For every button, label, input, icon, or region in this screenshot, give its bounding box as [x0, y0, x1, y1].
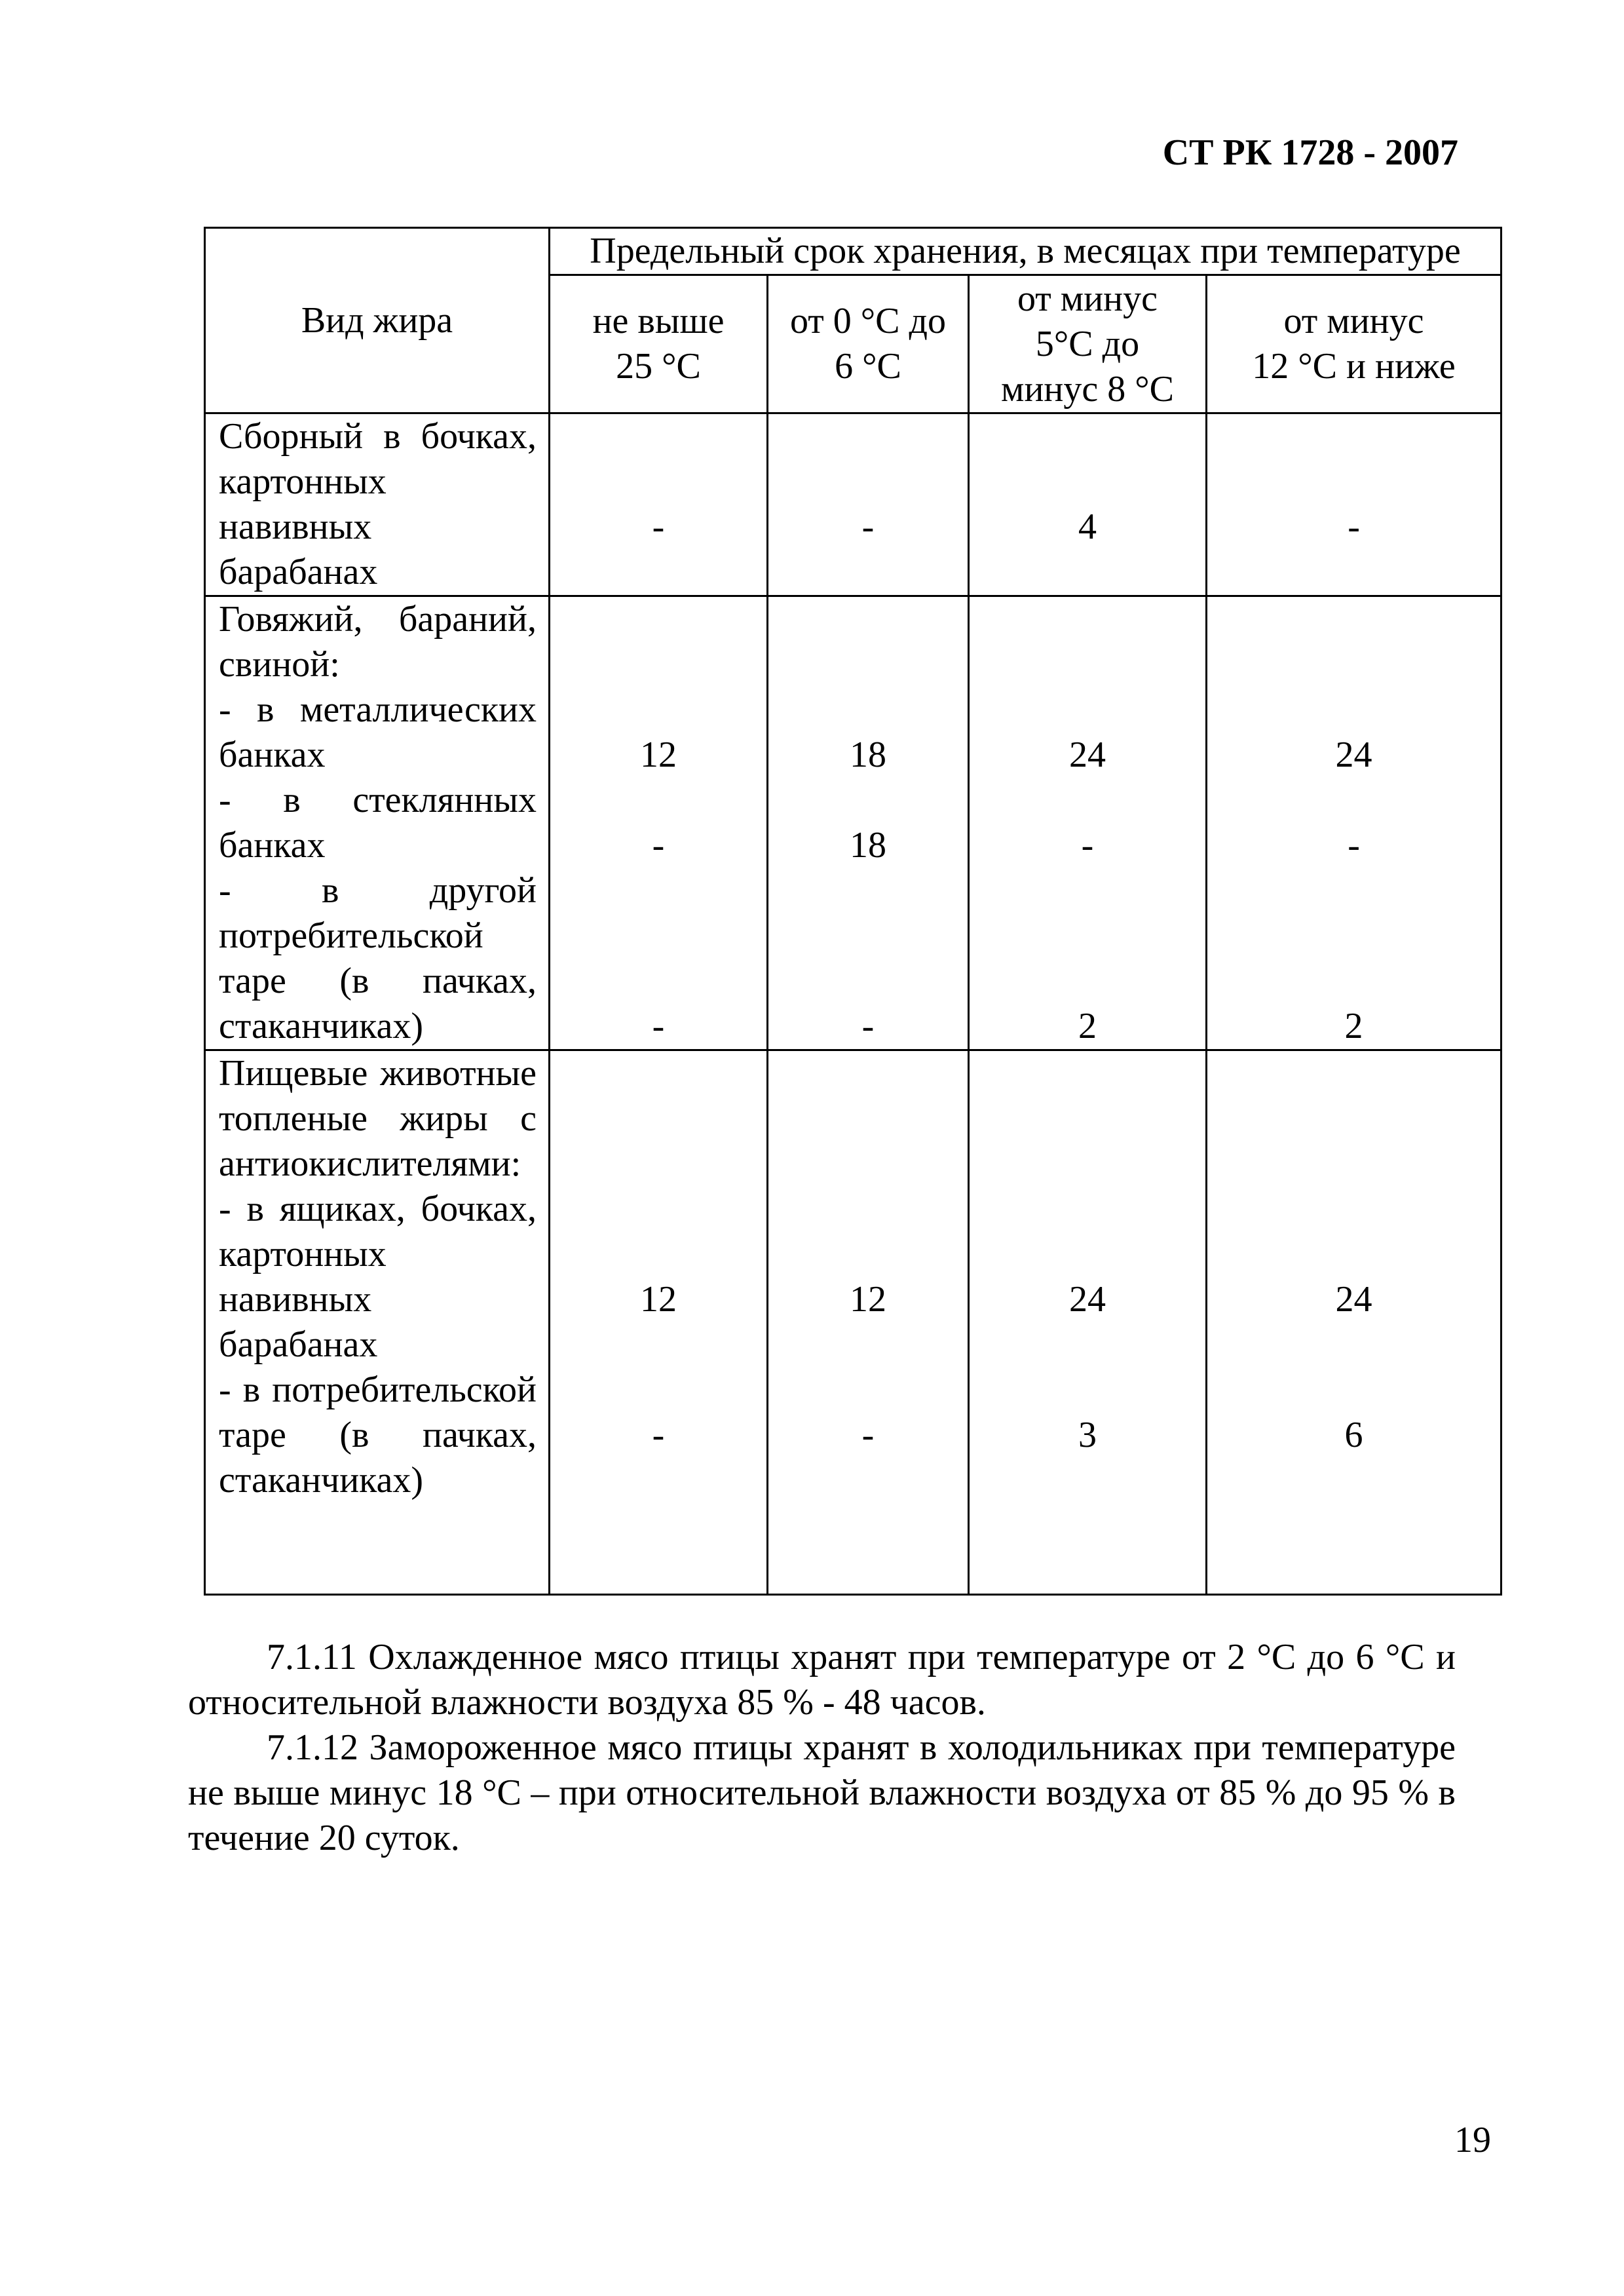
cell-value	[980, 959, 1195, 1004]
cell-value	[1218, 1096, 1490, 1141]
value-cell	[1207, 413, 1501, 596]
cell-value: -	[1348, 825, 1360, 866]
header-temp-line: минус 8 °С	[1001, 368, 1174, 410]
cell-value	[980, 687, 1195, 733]
cell-value	[561, 597, 756, 642]
header-temp-0	[550, 275, 768, 413]
header-fat-kind: Вид жира	[205, 228, 550, 413]
cell-value	[779, 687, 957, 733]
cell-value: 12	[640, 1279, 677, 1320]
cell-value	[1218, 959, 1490, 1004]
cell-value	[779, 459, 957, 505]
cell-value: -	[1348, 507, 1360, 547]
cell-value	[561, 959, 756, 1004]
header-temp-line: 5°С до	[1035, 323, 1140, 364]
header-temp-1	[768, 275, 969, 413]
cell-value: 3	[1078, 1415, 1097, 1455]
cell-value: -	[652, 507, 665, 547]
table-row	[205, 596, 1501, 1050]
cell-value	[779, 597, 957, 642]
header-temp-2	[969, 275, 1207, 413]
cell-value: 4	[1078, 507, 1097, 547]
cell-value	[779, 868, 957, 913]
table-row	[205, 1050, 1501, 1595]
cell-value	[980, 1096, 1195, 1141]
cell-value	[1218, 597, 1490, 642]
cell-value	[980, 1458, 1195, 1503]
cell-value	[779, 1051, 957, 1096]
header-storage-term: Предельный срок хранения, в месяцах при температуре	[550, 228, 1501, 275]
value-cell	[768, 1050, 969, 1595]
value-cell	[550, 413, 768, 596]
cell-value	[561, 1141, 756, 1187]
cell-value: -	[861, 507, 875, 547]
cell-value	[980, 868, 1195, 913]
header-temp-line: 12 °С и ниже	[1252, 346, 1456, 387]
cell-value: 18	[850, 825, 886, 866]
cell-value	[1218, 687, 1490, 733]
table-body	[205, 413, 1501, 1595]
cell-value	[561, 1232, 756, 1277]
cell-value	[561, 459, 756, 505]
cell-value: 24	[1069, 735, 1106, 775]
cell-value	[561, 913, 756, 959]
cell-value	[1218, 1322, 1490, 1368]
cell-value	[980, 1187, 1195, 1232]
cell-value	[980, 1368, 1195, 1413]
paragraph-7-1-11: 7.1.11 Охлажденное мясо птицы хранят при температуре от 2 °С до 6 °С и относительной влажности воздуха 85 % - 48 часов.	[188, 1637, 1456, 1723]
value-cell	[550, 596, 768, 1050]
cell-value	[980, 1232, 1195, 1277]
cell-value	[980, 778, 1195, 823]
cell-value: 24	[1335, 1279, 1372, 1320]
cell-value: 24	[1335, 735, 1372, 775]
cell-value	[980, 642, 1195, 687]
cell-value	[1218, 1141, 1490, 1187]
cell-value: 24	[1069, 1279, 1106, 1320]
cell-value: 12	[850, 1279, 886, 1320]
cell-value	[561, 1458, 756, 1503]
cell-value	[561, 868, 756, 913]
value-cell	[1207, 1050, 1501, 1595]
cell-value	[779, 414, 957, 459]
value-cell	[969, 1050, 1207, 1595]
row-label: Пищевые животные топленые жиры с антиокислителями: - в ящиках, бочках, картонных навивных барабанах - в потребительской таре (в пачках, стаканчиках)	[205, 1050, 550, 1595]
value-cell	[550, 1050, 768, 1595]
cell-value	[1218, 778, 1490, 823]
value-cell	[768, 413, 969, 596]
cell-value	[779, 1232, 957, 1277]
header-temp-3	[1207, 275, 1501, 413]
cell-value	[1218, 1368, 1490, 1413]
cell-value	[1218, 1232, 1490, 1277]
cell-value	[980, 597, 1195, 642]
cell-value: 18	[850, 735, 886, 775]
cell-value	[779, 1368, 957, 1413]
cell-value: -	[652, 825, 665, 866]
value-cell	[768, 596, 969, 1050]
cell-value	[1218, 642, 1490, 687]
cell-value	[1218, 550, 1490, 595]
cell-value	[561, 550, 756, 595]
cell-value: -	[861, 1006, 875, 1046]
cell-value	[980, 459, 1195, 505]
cell-value	[980, 1548, 1195, 1594]
cell-value	[779, 1503, 957, 1548]
cell-value	[980, 414, 1195, 459]
document-code: СТ РК 1728 - 2007	[1162, 132, 1458, 173]
cell-value: 2	[1344, 1006, 1363, 1046]
cell-value	[561, 687, 756, 733]
cell-value: 12	[640, 735, 677, 775]
cell-value: -	[861, 1415, 875, 1455]
cell-value	[779, 959, 957, 1004]
cell-value	[779, 1187, 957, 1232]
cell-value	[980, 913, 1195, 959]
cell-value	[561, 1322, 756, 1368]
cell-value	[561, 1096, 756, 1141]
cell-value	[561, 1187, 756, 1232]
row-label: Сборный в бочках, картонных навивных барабанах	[205, 413, 550, 596]
cell-value: -	[652, 1415, 665, 1455]
header-temp-line: не выше	[592, 301, 725, 341]
paragraph-7-1-12: 7.1.12 Замороженное мясо птицы хранят в холодильниках при температуре не выше минус 18 °С – при относительной влажности воздуха от 85 % до 95 % в течение 20 суток.	[188, 1727, 1456, 1858]
cell-value	[1218, 913, 1490, 959]
cell-value	[980, 1141, 1195, 1187]
cell-value	[980, 1051, 1195, 1096]
cell-value	[980, 550, 1195, 595]
cell-value	[779, 778, 957, 823]
cell-value	[779, 1322, 957, 1368]
cell-value: -	[1081, 825, 1094, 866]
cell-value	[779, 913, 957, 959]
cell-value: 2	[1078, 1006, 1097, 1046]
cell-value	[779, 642, 957, 687]
cell-value	[1218, 1503, 1490, 1548]
cell-value	[1218, 459, 1490, 505]
cell-value	[1218, 1458, 1490, 1503]
cell-value: 6	[1344, 1415, 1363, 1455]
cell-value	[779, 1141, 957, 1187]
value-cell	[969, 596, 1207, 1050]
header-temp-line: от минус	[1017, 278, 1158, 319]
cell-value	[561, 1051, 756, 1096]
row-label: Говяжий, бараний, свиной: - в металлических банках - в стеклянных банках - в другой потребительской таре (в пачках, стаканчиках)	[205, 596, 550, 1050]
header-temp-line: 25 °С	[616, 346, 701, 387]
cell-value	[561, 1503, 756, 1548]
cell-value	[561, 1548, 756, 1594]
storage-table	[204, 227, 1502, 1596]
value-cell	[1207, 596, 1501, 1050]
header-temp-line: от 0 °С до	[790, 301, 946, 341]
cell-value	[779, 1458, 957, 1503]
cell-value	[1218, 1548, 1490, 1594]
table-row	[205, 413, 1501, 596]
cell-value	[980, 1322, 1195, 1368]
cell-value	[779, 1548, 957, 1594]
cell-value	[1218, 1187, 1490, 1232]
cell-value	[1218, 414, 1490, 459]
cell-value	[1218, 868, 1490, 913]
cell-value	[1218, 1051, 1490, 1096]
page-number: 19	[1454, 2120, 1491, 2160]
cell-value	[980, 1503, 1195, 1548]
cell-value	[779, 1096, 957, 1141]
cell-value	[561, 414, 756, 459]
cell-value	[561, 642, 756, 687]
value-cell	[969, 413, 1207, 596]
cell-value	[561, 778, 756, 823]
cell-value	[779, 550, 957, 595]
cell-value: -	[652, 1006, 665, 1046]
cell-value	[561, 1368, 756, 1413]
header-temp-line: от минус	[1283, 301, 1424, 341]
header-temp-line: 6 °С	[835, 346, 901, 387]
